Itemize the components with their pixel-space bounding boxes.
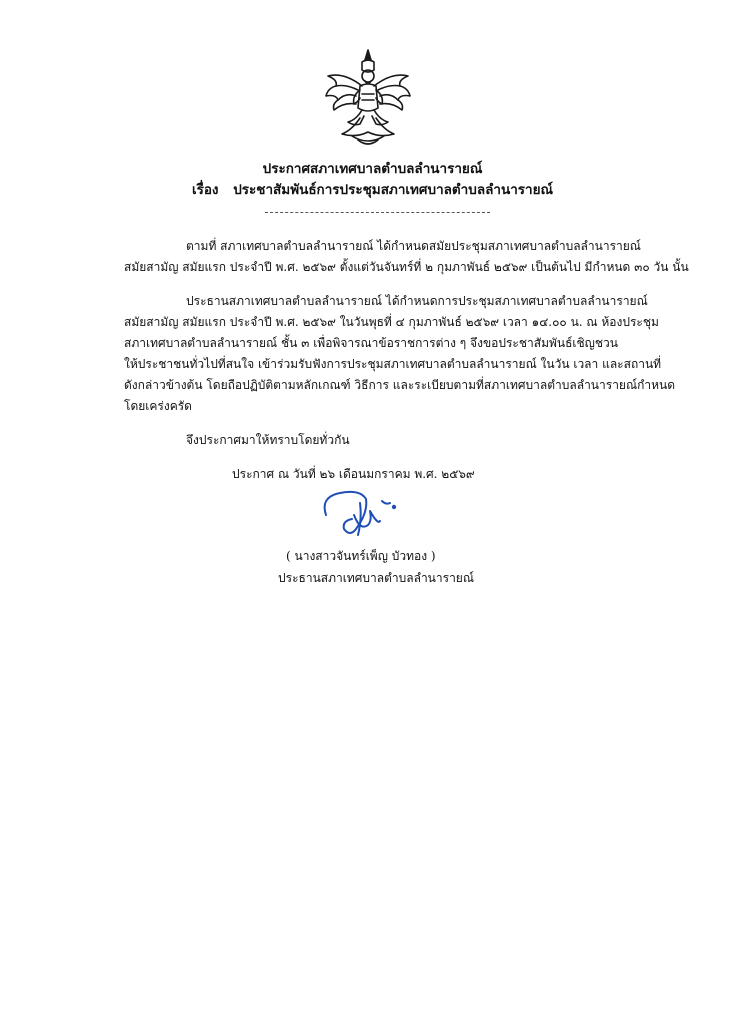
subject-line [0,178,745,200]
signer-name: ( นางสาวจันทร์เพ็ญ บัวทอง ) [286,549,436,563]
para1-line1: ตามที่ สภาเทศบาลตำบลลำนารายณ์ ได้กำหนดสมัยประชุมสภาเทศบาลตำบลลำนารายณ์ [186,239,641,253]
subject-label: เรื่อง [191,182,219,198]
para2-line3: สภาเทศบาลตำบลลำนารายณ์ ชั้น ๓ เพื่อพิจารณาข้อราชการต่าง ๆ จึงขอประชาสัมพันธ์เชิญชวน [124,336,618,350]
para2-line2: สมัยสามัญ สมัยแรก ประจำปี พ.ศ. ๒๕๖๙ ในวันพุธที่ ๔ กุมภาพันธ์ ๒๕๖๙ เวลา ๑๔.๐๐ น. ณ ห้องประชุม [124,315,659,329]
para2-line4: ให้ประชาชนทั่วไปที่สนใจ เข้าร่วมรับฟังการประชุมสภาเทศบาลตำบลลำนารายณ์ ในวัน เวลา และสถานที่ [124,357,662,371]
closing-text: จึงประกาศมาให้ทราบโดยทั่วกัน [186,433,350,447]
handwritten-signature [316,485,406,545]
para1-line2: สมัยสามัญ สมัยแรก ประจำปี พ.ศ. ๒๕๖๙ ตั้งแต่วันจันทร์ที่ ๒ กุมภาพันธ์ ๒๕๖๙ เป็นต้นไป มีกำหนด ๓๐ วัน นั้น [124,260,689,274]
announcement-title: ประกาศสภาเทศบาลตำบลลำนารายณ์ [262,161,483,177]
subject-text: ประชาสัมพันธ์การประชุมสภาเทศบาลตำบลลำนารายณ์ [233,182,554,198]
signer-position: ประธานสภาเทศบาลตำบลลำนารายณ์ [278,571,474,585]
garuda-emblem-icon [322,46,414,150]
announcement-date: ประกาศ ณ วันที่ ๒๖ เดือนมกราคม พ.ศ. ๒๕๖๙ [232,467,475,481]
title-separator [265,212,490,213]
para2-line6: โดยเคร่งครัด [124,399,192,413]
para2-line1: ประธานสภาเทศบาลตำบลลำนารายณ์ ได้กำหนดการประชุมสภาเทศบาลตำบลลำนารายณ์ [186,294,648,308]
para2-line5: ดังกล่าวข้างต้น โดยถือปฏิบัติตามหลักเกณฑ์ วิธีการ และระเบียบตามที่สภาเทศบาลตำบลลำนารายณ์กำหนด [124,378,676,392]
